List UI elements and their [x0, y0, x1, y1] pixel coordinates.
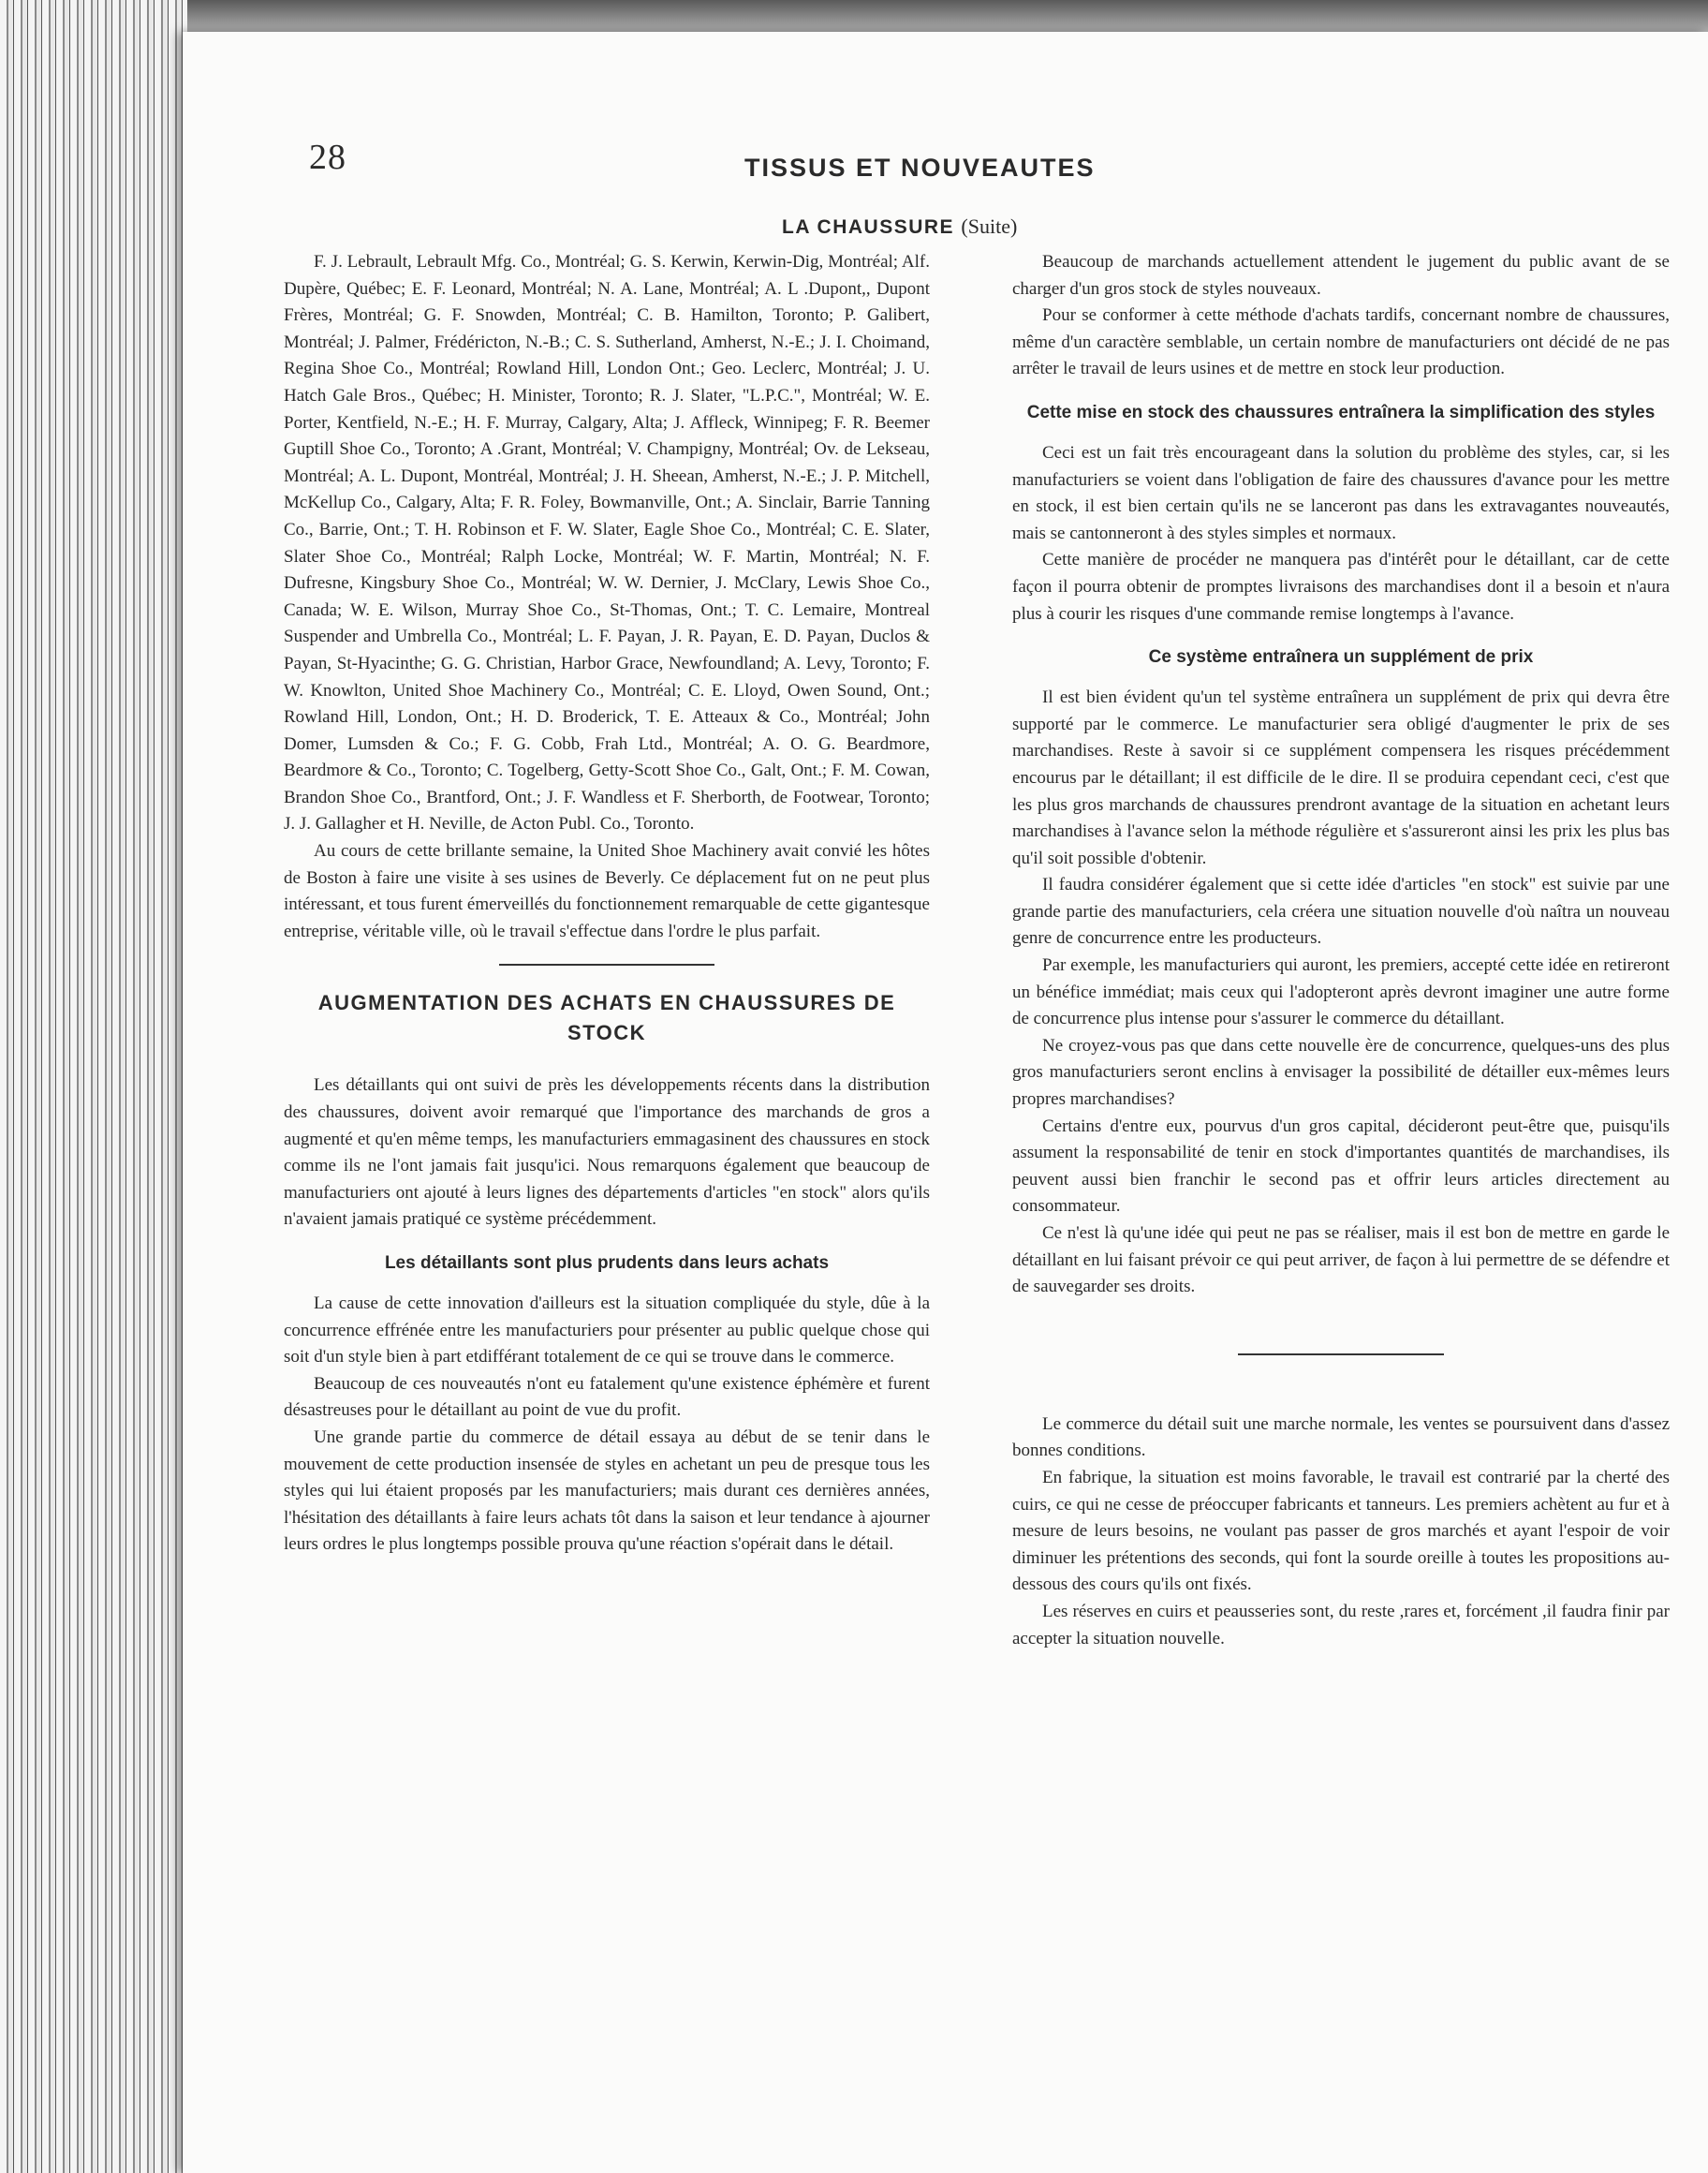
- magazine-page: [183, 32, 1708, 2173]
- article-paragraph: Une grande partie du commerce de détail essaya au début de se tenir dans le mouvement de cette production insensée de styles en achetant un peu de presque tous les styles qui lui étaient proposés par les manufacturiers; mais durant ces dernières années, l'hésitation des détaillants à faire leurs achats tôt dans la saison et leur tendance à ajourner leurs ordres le plus longtemps possible prouva qu'une réaction s'opérait dans le détail.: [284, 1426, 930, 1555]
- article-paragraph: Le commerce du détail suit une marche normale, les ventes se poursuivent dans d'assez bonnes conditions.: [1012, 1413, 1670, 1461]
- article-paragraph: Certains d'entre eux, pourvus d'un gros capital, décideront peut-être que, puisqu'ils assument la responsabilité de tenir en stock d'importantes quantités de marchandises, ils peuvent aussi bien franchir le second pas et offrir leurs articles directement au consommateur.: [1012, 1116, 1670, 1217]
- article-paragraph: Par exemple, les manufacturiers qui auront, les premiers, accepté cette idée en retireront un bénéfice immédiat; mais ceux qui l'adopteront après devront imaginer une autre forme de concurrence plus intense pour s'assurer le commerce du détaillant.: [1012, 955, 1670, 1029]
- visit-paragraph: Au cours de cette brillante semaine, la United Shoe Machinery avait convié les hôtes de Boston à faire une visite à ses usines de Beverly. Ce déplacement fut on ne peut plus intéressant, et tous furent émerveillés du fonctionnement remarquable de cette gigantesque entreprise, véritable ville, où le travail s'effectue dans l'ordre le plus parfait.: [284, 841, 930, 941]
- article-paragraph: Ce n'est là qu'une idée qui peut ne pas se réaliser, mais il est bon de mettre en garde le détaillant en lui faisant prévoir ce qui peut arriver, de façon à lui permettre de se défendre et de sauvegarder ses droits.: [1012, 1223, 1670, 1297]
- subheading: Cette mise en stock des chaussures entraînera la simplification des styles: [1026, 402, 1656, 422]
- section-divider: [1238, 1353, 1444, 1355]
- article-paragraph: La cause de cette innovation d'ailleurs est la situation compliquée du style, dûe à la concurrence effrénée entre les manufacturiers pour présenter au public quelque chose qui soit d'un style bien à part etdifférant totalement de ce qui se trouve dans le commerce.: [284, 1293, 930, 1367]
- section-title-text: LA CHAUSSURE: [782, 216, 955, 238]
- right-column: [1012, 249, 1670, 1652]
- section-title-suffix: (Suite): [961, 214, 1018, 238]
- article-paragraph: Il est bien évident qu'un tel système entraînera un supplément de prix qui devra être supporté par le commerce. Le manufacturier sera obligé d'augmenter le prix de ses marchandises. Reste à savoir si ce supplément compensera les risques précédemment encourus par le détaillant; il est difficile de le dire. Il se produira cependant ceci, c'est que les plus gros marchands de chaussures prendront avantage de la situation en achetant leurs marchandises à l'avance selon la méthode régulière et s'assureront ainsi les prix les plus bas qu'il soit possible d'obtenir.: [1012, 687, 1670, 868]
- book-page-edges: [0, 0, 187, 2173]
- subheading: Ce système entraînera un supplément de prix: [1148, 647, 1534, 668]
- article-paragraph: Beaucoup de ces nouveautés n'ont eu fatalement qu'une existence éphémère et furent désastreuses pour le détaillant au point de vue du profit.: [284, 1373, 930, 1421]
- attendee-list-paragraph: F. J. Lebrault, Lebrault Mfg. Co., Montréal; G. S. Kerwin, Kerwin-Dig, Montréal; Alf. Dupère, Québec; E. F. Leonard, Montréal; N. A. Lane, Montréal; A. L .Dupont,, Dupont Frères, Montréal; G. F. Snowden, Montréal; C. B. Hamilton, Toronto; P. Galibert, Montréal; J. Palmer, Frédéricton, N.-B.; C. S. Sutherland, Amherst, N.-E.; J. I. Choimand, Regina Shoe Co., Montréal; Rowland Hill, London Ont.; Geo. Leclerc, Montréal; J. U. Hatch Gale Bros., Québec; H. Minister, Toronto; R. J. Slater, "L.P.C.", Montréal; W. E. Porter, Kentfield, N.-E.; H. F. Murray, Calgary, Alta; J. Affleck, Winnipeg; F. R. Beemer Guptill Shoe Co., Toronto; A .Grant, Montréal; V. Champigny, Montréal; Ov. de Lekseau, Montréal; A. L. Dupont, Montréal, Montréal; J. H. Sheean, Amherst, N.-E.; J. P. Mitchell, McKellup Co., Calgary, Alta; F. R. Foley, Bowmanville, Ont.; A. Sinclair, Barrie Tanning Co., Barrie, Ont.; T. H. Robinson et F. W. Slater, Eagle Shoe Co., Montréal; C. E. Slater, Slater Shoe Co., Montréal; Ralph Locke, Montréal; W. F. Martin, Montréal; N. F. Dufresne, Kingsbury Shoe Co., Montréal; W. W. Dernier, J. McClary, Lewis Shoe Co., Canada; W. E. Wilson, Murray Shoe Co., St-Thomas, Ont.; T. C. Lemaire, Montreal Suspender and Umbrella Co., Montréal; L. F. Payan, J. R. Payan, E. D. Payan, Duclos & Payan, St-Hyacinthe; G. G. Christian, Harbor Grace, Newfoundland; A. Levy, Toronto; F. W. Knowlton, United Shoe Machinery Co., Montréal; C. E. Lloyd, Owen Sound, Ont.; Rowland Hill, London, Ont.; H. D. Broderick, T. E. Atteaux & Co., Montréal; John Domer, Lumsden & Co.; F. G. Cobb, Frah Ltd., Montréal; A. O. G. Beardmore, Beardmore & Co., Toronto; C. Togelberg, Getty-Scott Shoe Co., Galt, Ont.; F. M. Cowan, Brandon Shoe Co., Brantford, Ont.; J. F. Wandless et F. Sherborth, de Footwear, Toronto; J. J. Gallagher et H. Neville, de Acton Publ. Co., Toronto.: [284, 252, 930, 835]
- article-paragraph: Cette manière de procéder ne manquera pas d'intérêt pour le détaillant, car de cette façon il pourra obtenir de promptes livraisons des marchandises dont il a besoin et n'aura plus à courir les risques d'une commande remise longtemps à l'avance.: [1012, 550, 1670, 624]
- section-divider: [499, 964, 714, 966]
- subheading: Les détaillants sont plus prudents dans leurs achats: [384, 1253, 830, 1273]
- page-number: 28: [309, 138, 346, 177]
- article-paragraph: Pour se conformer à cette méthode d'achats tardifs, concernant nombre de chaussures, même d'un caractère semblable, un certain nombre de manufacturiers ont décidé de ne pas arrêter le travail de leurs usines et de mettre en stock leur production.: [1012, 305, 1670, 379]
- article-heading: AUGMENTATION DES ACHATS EN CHAUSSURES DE STOCK: [317, 991, 896, 1045]
- left-column: [284, 249, 930, 1559]
- article-paragraph: Les détaillants qui ont suivi de près les développements récents dans la distribution des chaussures, doivent avoir remarqué que l'importance des marchands de gros a augmenté et qu'en même temps, les manufacturiers emmagasinent des chaussures en stock comme ils ne l'ont jamais fait jusqu'ici. Nous remarquons également que beaucoup de manufacturiers ont ajouté à leurs lignes des départements d'articles "en stock" alors qu'ils n'avaient jamais pratiqué ce système précédemment.: [284, 1075, 930, 1230]
- section-title: [782, 214, 1344, 239]
- article-paragraph: Beaucoup de marchands actuellement attendent le jugement du public avant de se charger d'un gros stock de styles nouveaux.: [1012, 252, 1670, 299]
- article-paragraph: Ceci est un fait très encourageant dans la solution du problème des styles, car, si les manufacturiers se voient dans l'obligation de faire des chaussures d'avance pour les mettre en stock, il est bien certain qu'ils ne se lanceront pas dans les extravagantes nouveautés, mais se cantonneront à des styles simples et normaux.: [1012, 442, 1670, 543]
- article-paragraph: Il faudra considérer également que si cette idée d'articles "en stock" est suivie par une grande partie des manufacturiers, cela créera une situation nouvelle d'où naîtra un nouveau genre de concurrence entre les producteurs.: [1012, 875, 1670, 949]
- article-paragraph: En fabrique, la situation est moins favorable, le travail est contrarié par la cherté des cuirs, ce qui ne cesse de préoccuper fabricants et tanneurs. Les premiers achètent au fur et à mesure de leurs besoins, ne voulant pas passer de gros marchés et ayant l'espoir de voir diminuer les prétentions des seconds, qui font la sourde oreille à toutes les propositions au-dessous des cours qu'ils ont fixés.: [1012, 1467, 1670, 1595]
- article-paragraph: Ne croyez-vous pas que dans cette nouvelle ère de concurrence, quelques-uns des plus gros manufacturiers seront enclins à envisager la possibilité de détailler eux-mêmes leurs propres marchandises?: [1012, 1035, 1670, 1110]
- article-paragraph: Les réserves en cuirs et peausseries sont, du reste ,rares et, forcément ,il faudra finir par accepter la situation nouvelle.: [1012, 1601, 1670, 1648]
- running-title: TISSUS ET NOUVEAUTES: [744, 154, 1096, 182]
